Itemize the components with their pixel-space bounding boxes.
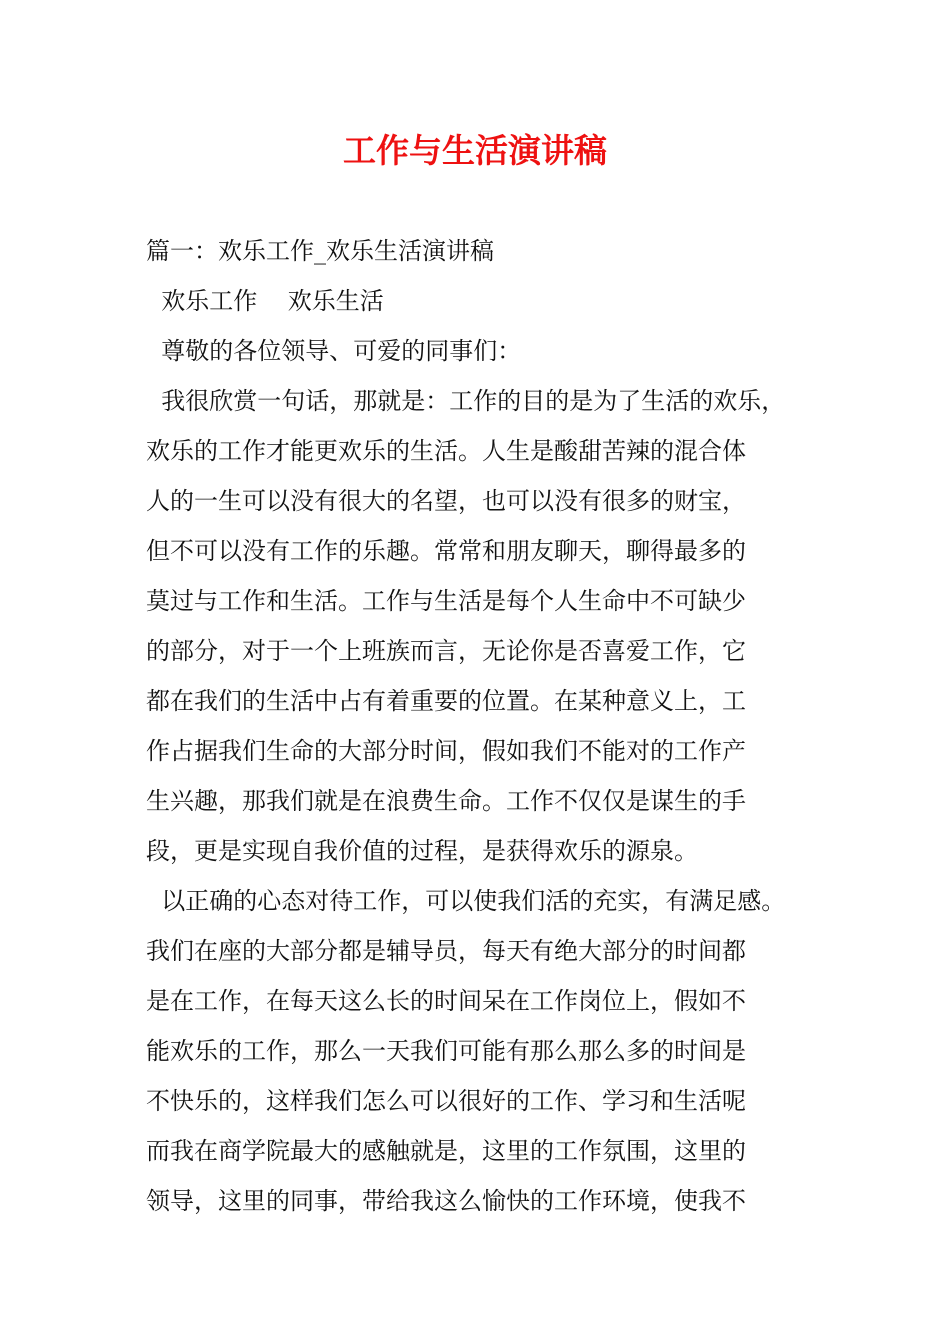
body-line: 作占据我们生命的大部分时间，假如我们不能对的工作产 bbox=[146, 737, 746, 765]
body-line: 我们在座的大部分都是辅导员，每天有绝大部分的时间都 bbox=[146, 937, 746, 965]
body-line: 但不可以没有工作的乐趣。常常和朋友聊天，聊得最多的 bbox=[146, 537, 746, 565]
document-body bbox=[146, 226, 846, 1226]
body-line: 欢乐工作 欢乐生活 bbox=[146, 287, 384, 315]
body-line: 以正确的心态对待工作，可以使我们活的充实，有满足感。 bbox=[146, 887, 786, 915]
body-line: 人的一生可以没有很大的名望，也可以没有很多的财宝， bbox=[146, 487, 746, 515]
body-line: 能欢乐的工作，那么一天我们可能有那么那么多的时间是 bbox=[146, 1037, 746, 1065]
body-line: 生兴趣，那我们就是在浪费生命。工作不仅仅是谋生的手 bbox=[146, 787, 746, 815]
body-line: 欢乐的工作才能更欢乐的生活。人生是酸甜苦辣的混合体 bbox=[146, 437, 746, 465]
body-line: 不快乐的，这样我们怎么可以很好的工作、学习和生活呢 bbox=[146, 1087, 746, 1115]
body-line: 段，更是实现自我价值的过程，是获得欢乐的源泉。 bbox=[146, 837, 698, 865]
body-line: 都在我们的生活中占有着重要的位置。在某种意义上，工 bbox=[146, 687, 746, 715]
document-title: 工作与生活演讲稿 bbox=[343, 131, 607, 170]
body-line: 领导，这里的同事，带给我这么愉快的工作环境，使我不 bbox=[146, 1187, 746, 1215]
body-line: 的部分，对于一个上班族而言，无论你是否喜爱工作，它 bbox=[146, 637, 746, 665]
body-line: 篇一：欢乐工作_欢乐生活演讲稿 bbox=[146, 237, 494, 265]
body-line: 我很欣赏一句话，那就是：工作的目的是为了生活的欢乐， bbox=[146, 387, 786, 415]
body-line: 是在工作，在每天这么长的时间呆在工作岗位上，假如不 bbox=[146, 987, 746, 1015]
body-line: 而我在商学院最大的感触就是，这里的工作氛围，这里的 bbox=[146, 1137, 746, 1165]
body-line: 莫过与工作和生活。工作与生活是每个人生命中不可缺少 bbox=[146, 587, 746, 615]
body-line: 尊敬的各位领导、可爱的同事们： bbox=[146, 337, 522, 365]
